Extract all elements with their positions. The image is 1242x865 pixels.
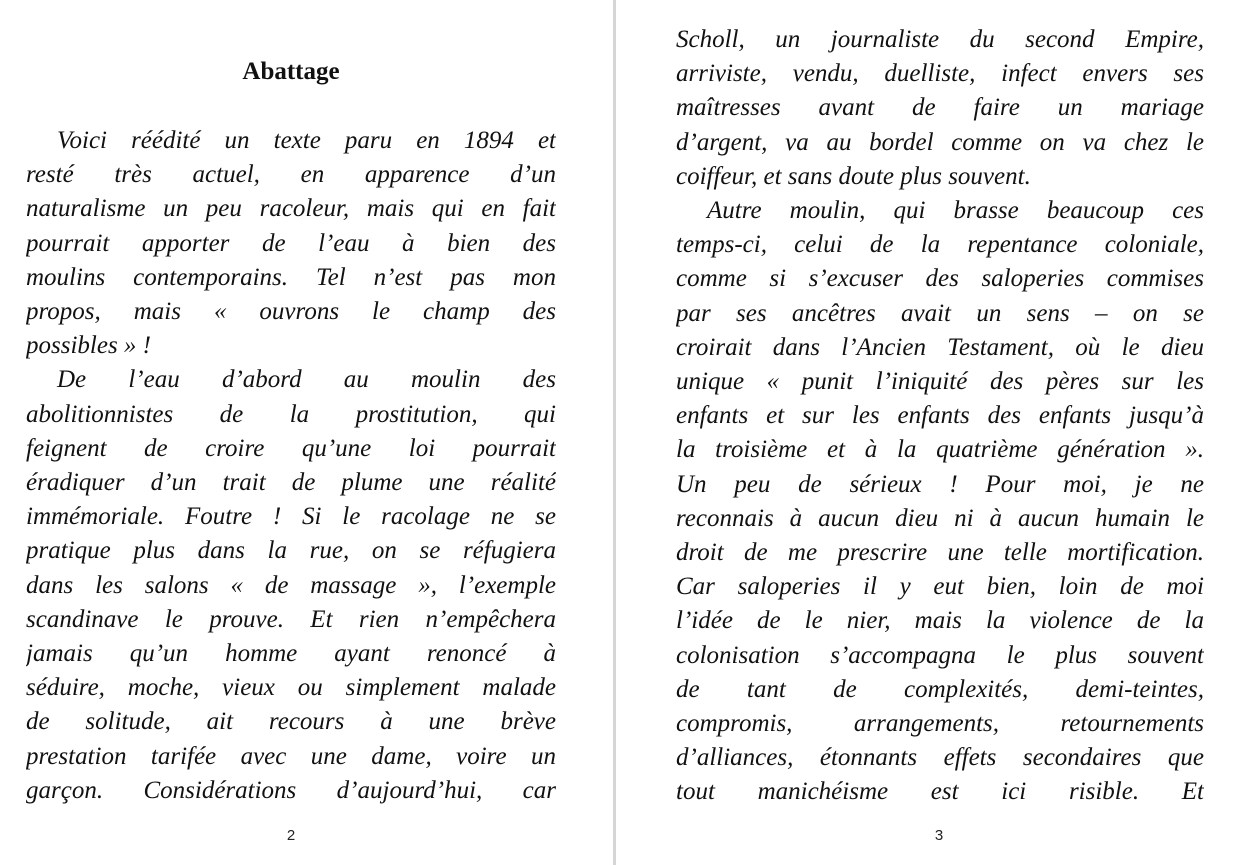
paragraph (676, 23, 1204, 194)
text-line: dans les salons « de massage », l’exemple (26, 571, 556, 599)
text-line: naturalisme un peu racoleur, mais qui en fait (26, 195, 556, 223)
text-line: par ses ancêtres avait un sens – on se (676, 299, 1204, 327)
text-line: de solitude, ait recours à une brève (26, 708, 556, 736)
paragraph (26, 124, 556, 363)
text-line: éradiquer d’un trait de plume une réalité (26, 469, 556, 497)
page-number: 3 (934, 827, 944, 844)
text-line: resté très actuel, en apparence d’un (26, 161, 556, 189)
text-line: Car saloperies il y eut bien, loin de moi (676, 573, 1204, 601)
text-line: possibles » ! (26, 332, 151, 360)
text-line: pratique plus dans la rue, on se réfugiera (26, 537, 556, 565)
text-line: prestation tarifée avec une dame, voire un (26, 742, 556, 770)
text-line: croirait dans l’Ancien Testament, où le dieu (676, 333, 1204, 361)
text-line: arriviste, vendu, duelliste, infect envers ses (676, 60, 1204, 88)
text-line: colonisation s’accompagna le plus souvent (676, 641, 1204, 669)
text-line: Voici réédité un texte paru en 1894 et (57, 127, 556, 154)
text-line: droit de me prescrire une telle mortification. (676, 539, 1204, 567)
text-line: coiffeur, et sans doute plus souvent. (676, 162, 1031, 190)
text-line: jamais qu’un homme ayant renoncé à (26, 640, 556, 668)
text-line: temps-ci, celui de la repentance coloniale, (676, 231, 1204, 259)
text-line: tout manichéisme est ici risible. Et (676, 778, 1204, 806)
text-line: compromis, arrangements, retournements (676, 710, 1204, 738)
text-line: l’idée de le nier, mais la violence de la (676, 607, 1204, 635)
text-line: feignent de croire qu’une loi pourrait (26, 434, 556, 462)
text-line: comme si s’excuser des saloperies commises (676, 265, 1204, 293)
chapter-title: Abattage (242, 58, 340, 85)
right-page-text (676, 23, 1204, 810)
text-line: reconnais à aucun dieu ni à aucun humain le (676, 504, 1204, 532)
text-line: scandinave le prouve. Et rien n’empêchera (26, 605, 556, 633)
paragraph (676, 194, 1204, 810)
text-line: Autre moulin, qui brasse beaucoup ces (707, 197, 1204, 225)
text-line: Scholl, un journaliste du second Empire, (676, 26, 1204, 53)
text-line: De l’eau d’abord au moulin des (57, 366, 556, 394)
text-line: d’alliances, étonnants effets secondaires que (676, 744, 1204, 772)
text-line: la troisième et à la quatrième génération ». (676, 436, 1204, 464)
page-number: 2 (286, 827, 296, 844)
paragraph (26, 363, 556, 808)
text-line: moulins contemporains. Tel n’est pas mon (26, 263, 556, 291)
text-line: immémoriale. Foutre ! Si le racolage ne se (26, 503, 556, 531)
text-line: garçon. Considérations d’aujourd’hui, car (26, 776, 556, 804)
text-line: maîtresses avant de faire un mariage (676, 94, 1204, 122)
left-page-text (26, 124, 556, 808)
right-page (616, 0, 1242, 865)
text-line: de tant de complexités, demi-teintes, (676, 675, 1204, 703)
text-line: enfants et sur les enfants des enfants jusqu’à (676, 402, 1204, 430)
text-line: d’argent, va au bordel comme on va chez le (676, 128, 1204, 156)
text-line: unique « punit l’iniquité des pères sur les (676, 368, 1204, 396)
text-line: séduire, moche, vieux ou simplement malade (26, 674, 556, 702)
text-line: pourrait apporter de l’eau à bien des (26, 229, 556, 257)
text-line: propos, mais « ouvrons le champ des (26, 298, 556, 326)
text-line: abolitionnistes de la prostitution, qui (26, 400, 556, 428)
text-line: Un peu de sérieux ! Pour moi, je ne (676, 470, 1204, 498)
left-page (0, 0, 613, 865)
